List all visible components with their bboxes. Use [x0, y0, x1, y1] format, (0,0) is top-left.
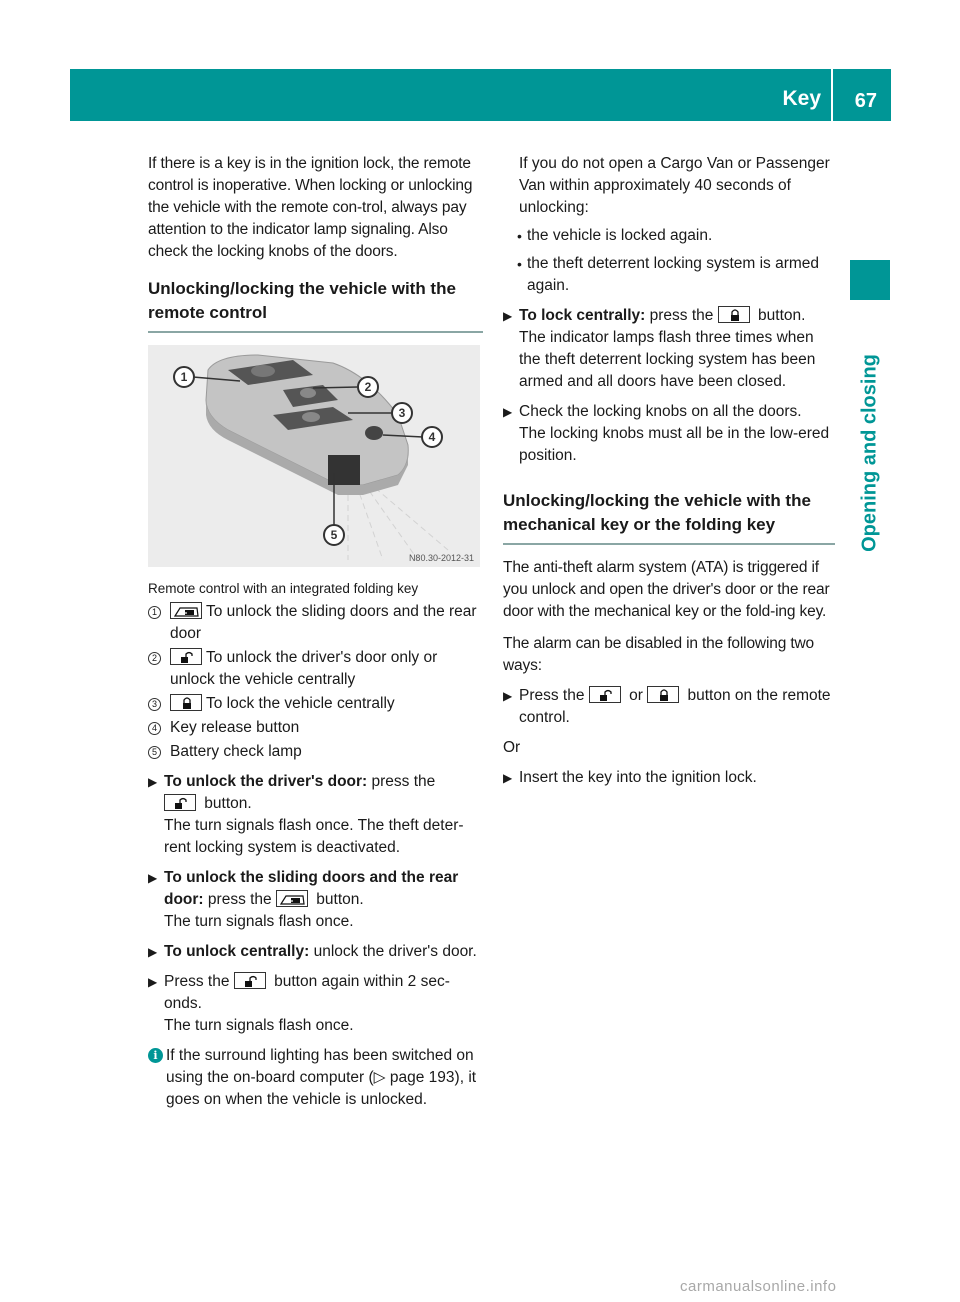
- unlock-icon: [589, 686, 621, 703]
- header-divider: [831, 69, 833, 121]
- section-title: Key: [782, 87, 821, 110]
- section-heading-mechanical-key: Unlocking/locking the vehicle with the mechanical key or the folding key: [503, 489, 835, 545]
- bullet-item: • the theft deterrent locking system is armed again.: [503, 253, 835, 297]
- info-note: i If the surround lighting has been switched on using the on-board computer (▷ page 193), it goes on when the vehicle is unlocked.: [148, 1045, 483, 1111]
- chapter-tab-label: Opening and closing: [858, 354, 881, 552]
- step-arrow-icon: ▶: [503, 309, 513, 323]
- figure-caption: Remote control with an integrated folding key: [148, 581, 419, 596]
- step-lock-centrally: ▶ To lock centrally: press the button. The indicator lamps flash three times when the theft deterrent locking system has been armed and all doors have been closed.: [503, 307, 816, 390]
- callout-number: 5: [148, 746, 161, 759]
- step-press-unlock-again: ▶ Press the button again within 2 sec-onds. The turn signals flash once.: [148, 973, 450, 1034]
- bullet-item: • the vehicle is locked again.: [503, 225, 835, 247]
- step-arrow-icon: ▶: [148, 775, 158, 789]
- van-rear-door-icon: [170, 602, 202, 619]
- svg-text:4: 4: [428, 430, 436, 444]
- step-insert-key: ▶ Insert the key into the ignition lock.: [503, 767, 835, 789]
- step-arrow-icon: ▶: [503, 405, 513, 419]
- step-arrow-icon: ▶: [503, 771, 513, 785]
- or-label: Or: [503, 739, 521, 756]
- figure-code: N80.30-2012-31: [408, 553, 474, 563]
- callout-number: 4: [148, 722, 161, 735]
- unlock-icon: [170, 648, 202, 665]
- bullet-icon: •: [517, 228, 522, 244]
- callout-number: 3: [148, 698, 161, 711]
- step-arrow-icon: ▶: [148, 975, 158, 989]
- intro-paragraph: If there is a key is in the ignition lock, the remote control is inoperative. When locking or unlocking the vehicle with the remote con-trol, always pay attention to the indicator lamp signaling. Also check the locking knobs of the doors.: [148, 155, 473, 260]
- lock-icon: [718, 306, 750, 323]
- svg-text:5: 5: [330, 528, 338, 542]
- right-column: [503, 153, 835, 789]
- legend-item-2: 2 To unlock the driver's door only or unlock the vehicle centrally: [148, 647, 483, 691]
- remote-key-illustration: [148, 345, 480, 567]
- step-check-locking-knobs: ▶ Check the locking knobs on all the doors. The locking knobs must all be in the low-ered position.: [503, 403, 830, 464]
- auto-relock-intro: If you do not open a Cargo Van or Passenger Van within approximately 40 seconds of unlocking:: [519, 155, 830, 216]
- svg-text:2: 2: [364, 380, 372, 394]
- legend-item-4: 4 Key release button: [148, 717, 483, 739]
- callout-number: 2: [148, 652, 161, 665]
- step-unlock-centrally: ▶ To unlock centrally: unlock the driver's door.: [148, 941, 483, 963]
- legend-item-1: 1 To unlock the sliding doors and the rear door: [148, 601, 483, 645]
- callout-number: 1: [148, 606, 161, 619]
- page-reference-link[interactable]: ▷ page 193: [373, 1069, 455, 1086]
- legend-item-3: 3 To lock the vehicle centrally: [148, 693, 483, 715]
- svg-text:3: 3: [398, 406, 406, 420]
- step-arrow-icon: ▶: [148, 945, 158, 959]
- section-heading-remote: Unlocking/locking the vehicle with the remote control: [148, 277, 483, 333]
- left-column: [148, 153, 483, 1111]
- unlock-icon: [234, 972, 266, 989]
- page-number: 67: [854, 90, 877, 112]
- step-press-remote-button: ▶ Press the or button on the remote control.: [503, 687, 831, 726]
- bullet-icon: •: [517, 256, 522, 272]
- lock-icon: [170, 694, 202, 711]
- ata-paragraph: The anti-theft alarm system (ATA) is triggered if you unlock and open the driver's door or the rear door with the mechanical key or the fold-ing key.: [503, 559, 830, 620]
- alarm-disable-paragraph: The alarm can be disabled in the following two ways:: [503, 635, 815, 674]
- chapter-tab-marker: [850, 260, 890, 300]
- svg-text:1: 1: [180, 370, 188, 384]
- step-arrow-icon: ▶: [503, 689, 513, 703]
- watermark: carmanualsonline.info: [680, 1278, 837, 1295]
- unlock-icon: [164, 794, 196, 811]
- van-rear-door-icon: [276, 890, 308, 907]
- step-unlock-driver-door: ▶ To unlock the driver's door: press the button. The turn signals flash once. The theft deter-rent locking system is deactivated.: [148, 773, 464, 856]
- lock-icon: [647, 686, 679, 703]
- info-icon: i: [148, 1048, 163, 1063]
- step-unlock-sliding-doors: ▶ To unlock the sliding doors and the rear door: press the button. The turn signals flash once.: [148, 869, 459, 930]
- step-arrow-icon: ▶: [148, 871, 158, 885]
- page-header-bar: [70, 69, 891, 121]
- legend-item-5: 5 Battery check lamp: [148, 741, 483, 763]
- remote-control-figure: [148, 345, 480, 567]
